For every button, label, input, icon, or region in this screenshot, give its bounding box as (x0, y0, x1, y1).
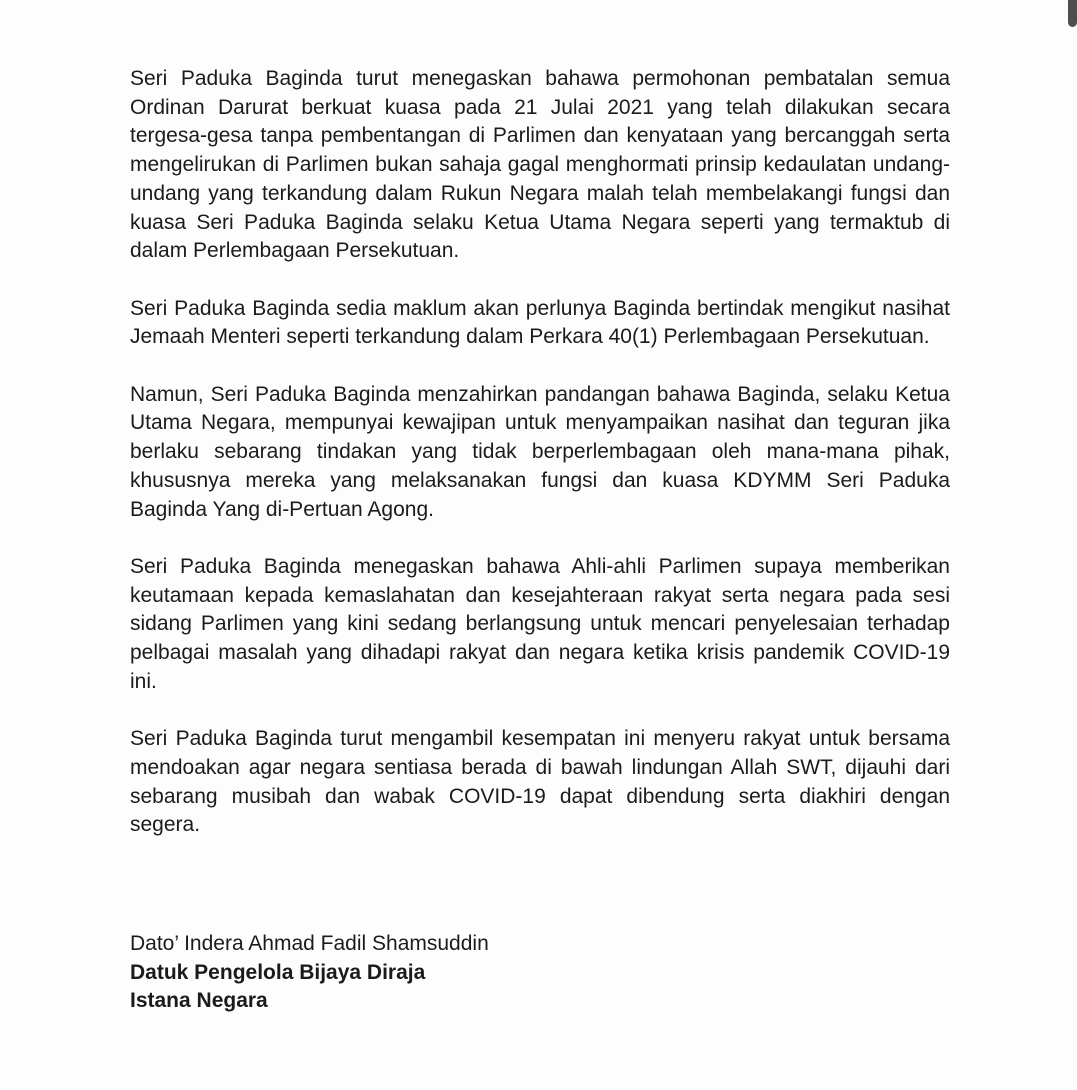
scrollbar-thumb[interactable] (1068, 0, 1077, 27)
signatory-title: Datuk Pengelola Bijaya Diraja (130, 960, 426, 984)
statement-paragraph-5: Seri Paduka Baginda turut mengambil kesempatan ini menyeru rakyat untuk bersama mendoakan agar negara sentiasa berada di bawah lindungan Allah SWT, dijauhi dari sebarang musibah dan wabak COVID-19 dapat dibendung serta diakhiri dengan segera. (130, 727, 950, 837)
statement-paragraph-1: Seri Paduka Baginda turut menegaskan bahawa permohonan pembatalan semua Ordinan Darurat berkuat kuasa pada 21 Julai 2021 yang telah dilakukan secara tergesa-gesa tanpa pembentangan di Parlimen dan kenyataan yang bercanggah serta mengelirukan di Parlimen bukan sahaja gagal menghormati prinsip kedaulatan undang-undang yang terkandung dalam Rukun Negara malah telah membelakangi fungsi dan kuasa Seri Paduka Baginda selaku Ketua Utama Negara seperti yang termaktub di dalam Perlembagaan Persekutuan. (130, 67, 950, 263)
signatory-organization: Istana Negara (130, 989, 268, 1013)
statement-paragraph-3: Namun, Seri Paduka Baginda menzahirkan pandangan bahawa Baginda, selaku Ketua Utama Negara, mempunyai kewajipan untuk menyampaikan nasihat dan teguran jika berlaku sebarang tindakan yang tidak berperlembagaan oleh mana-mana pihak, khususnya mereka yang melaksanakan fungsi dan kuasa KDYMM Seri Paduka Baginda Yang di-Pertuan Agong. (130, 382, 950, 521)
statement-paragraph-2: Seri Paduka Baginda sedia maklum akan perlunya Baginda bertindak mengikut nasihat Jemaah Menteri seperti terkandung dalam Perkara 40(1) Perlembagaan Persekutuan. (130, 296, 950, 349)
signature-block (130, 930, 950, 1016)
signatory-name: Dato’ Indera Ahmad Fadil Shamsuddin (130, 931, 489, 955)
press-statement-body (130, 65, 950, 1016)
statement-paragraph-4: Seri Paduka Baginda menegaskan bahawa Ahli-ahli Parlimen supaya memberikan keutamaan kepada kemaslahatan dan kesejahteraan rakyat serta negara pada sesi sidang Parlimen yang kini sedang berlangsung untuk mencari penyelesaian terhadap pelbagai masalah yang dihadapi rakyat dan negara ketika krisis pandemik COVID-19 ini. (130, 554, 950, 693)
